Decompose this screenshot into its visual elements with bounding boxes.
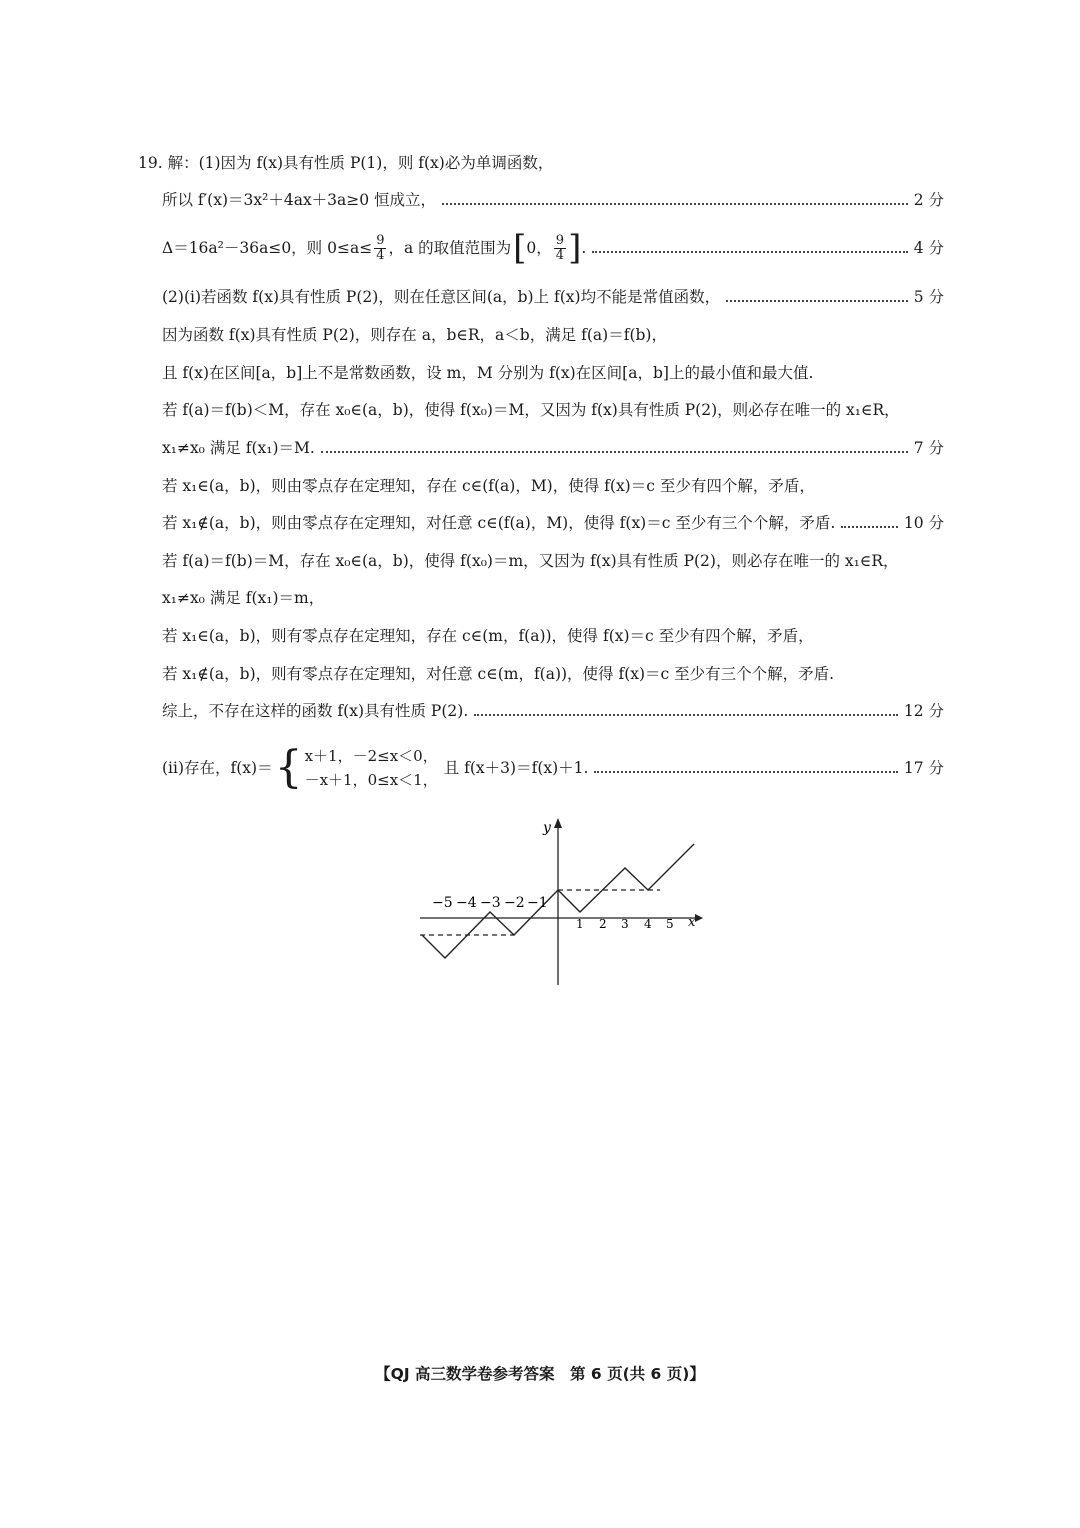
- left-bracket: [: [513, 228, 527, 268]
- case-2: －x＋1，0≤x＜1，: [304, 771, 438, 789]
- interval-fraction: [554, 234, 566, 263]
- leader-dots: [442, 201, 908, 205]
- case-1: x＋1，－2≤x＜0，: [304, 747, 438, 765]
- piecewise-function: [273, 744, 438, 792]
- score-label: 4 分: [913, 239, 944, 257]
- line-x1-notin-ab-1: [162, 512, 944, 534]
- page-footer: 【QJ 高三数学卷参考答案 第 6 页(共 6 页)】: [375, 1365, 705, 1383]
- tick-label-neg4: −4: [456, 895, 477, 911]
- line-19-intro: [138, 152, 944, 174]
- line-min-max: [162, 362, 944, 384]
- score-label: 10 分: [903, 514, 944, 532]
- line-text: (2)(ⅰ)若函数 f(x)具有性质 P(2)，则在任意区间(a，b)上 f(x)均不能是常值函数，: [162, 288, 721, 306]
- line-x1-in-ab-1: [162, 475, 944, 497]
- line-text-pre: Δ＝16a²－36a≤0，则 0≤a≤: [162, 239, 373, 257]
- y-axis-label: y: [543, 820, 551, 836]
- cases-list: [305, 744, 438, 792]
- x-axis-arrow-icon: [695, 914, 703, 922]
- line-text: 且 f(x)在区间[a，b]上不是常数函数，设 m，M 分别为 f(x)在区间[a，b]上的最小值和最大值.: [162, 364, 814, 382]
- fraction-denominator: 4: [376, 247, 385, 263]
- line-x1-m: [162, 587, 944, 609]
- fraction-denominator: 4: [555, 247, 565, 263]
- y-axis-arrow-icon: [554, 818, 562, 828]
- line-text-post: .: [581, 239, 587, 257]
- line-part2-ii: [162, 740, 944, 796]
- line-x1-M: [162, 437, 944, 459]
- leader-dots: [594, 769, 897, 773]
- line-text: x₁≠x₀ 满足 f(x₁)＝m，: [162, 589, 325, 607]
- tick-label-neg5: −5: [432, 895, 453, 911]
- interval-left: 0，: [526, 239, 552, 257]
- line-case-less-M: [162, 399, 944, 421]
- line-text-mid: ，a 的取值范围为: [388, 239, 512, 257]
- line-text: 若 f(a)＝f(b)＜M，存在 x₀∈(a，b)，使得 f(x₀)＝M，又因为 f(x)具有性质 P(2)，则必存在唯一的 x₁∈R，: [162, 401, 900, 419]
- score-label: 5 分: [913, 288, 944, 306]
- right-bracket: ]: [568, 228, 582, 268]
- line-text-pre: (ⅱ)存在，f(x)＝: [162, 759, 273, 777]
- fraction-numerator: 9: [376, 232, 385, 248]
- line-text: 综上，不存在这样的函数 f(x)具有性质 P(2).: [162, 702, 469, 720]
- tick-label-5: 5: [666, 917, 674, 931]
- line-conclusion: [162, 700, 944, 722]
- line-text: 若 x₁∉(a，b)，则由零点存在定理知，对任意 c∈(f(a)，M)，使得 f(x)＝c 至少有三个个解，矛盾.: [162, 514, 836, 532]
- line-derivative: [162, 189, 944, 211]
- leader-dots: [321, 449, 908, 453]
- x-axis-label: x: [688, 915, 696, 930]
- tick-label-4: 4: [644, 917, 652, 931]
- score-label: 17 分: [903, 759, 944, 777]
- left-brace: {: [274, 742, 303, 793]
- tick-label-1: 1: [576, 917, 584, 931]
- line-discriminant: [162, 228, 944, 268]
- tick-label-neg1: −1: [527, 895, 548, 911]
- score-label: 2 分: [913, 191, 944, 209]
- score-label: 12 分: [903, 702, 944, 720]
- line-exist-ab: [162, 324, 944, 346]
- leader-dots: [841, 524, 898, 528]
- tick-label-2: 2: [599, 917, 607, 931]
- line-text: 因为函数 f(x)具有性质 P(2)，则存在 a，b∈R，a＜b，满足 f(a)＝f(b)，: [162, 326, 667, 344]
- line-text: 所以 f′(x)＝3x²＋4ax＋3a≥0 恒成立，: [162, 191, 437, 209]
- line-x1-notin-ab-2: [162, 663, 944, 685]
- line-case-equal-M: [162, 550, 944, 572]
- tick-label-neg2: −2: [504, 895, 525, 911]
- line-x1-in-ab-2: [162, 625, 944, 647]
- line-part2-i: [162, 286, 944, 308]
- line-text: 19. 解：(1)因为 f(x)具有性质 P(1)，则 f(x)必为单调函数，: [138, 154, 554, 172]
- score-label: 7 分: [913, 439, 944, 457]
- leader-dots: [474, 712, 898, 716]
- leader-dots: [592, 249, 907, 253]
- tick-label-neg3: −3: [480, 895, 501, 911]
- fraction-numerator: 9: [555, 232, 565, 248]
- interval-expression: [513, 228, 582, 268]
- tick-label-3: 3: [621, 917, 629, 931]
- line-text: 若 x₁∉(a，b)，则有零点存在定理知，对任意 c∈(m，f(a))，使得 f(x)＝c 至少有三个个解，矛盾.: [162, 665, 835, 683]
- line-text: 若 x₁∈(a，b)，则由零点存在定理知，存在 c∈(f(a)，M)，使得 f(x)＝c 至少有四个解，矛盾，: [162, 477, 815, 495]
- leader-dots: [726, 298, 908, 302]
- line-text: 若 f(a)＝f(b)＝M，存在 x₀∈(a，b)，使得 f(x₀)＝m，又因为 f(x)具有性质 P(2)，则必存在唯一的 x₁∈R，: [162, 552, 899, 570]
- fraction-nine-fourths: [374, 234, 386, 263]
- function-graph: [410, 810, 710, 990]
- line-text: 若 x₁∈(a，b)，则有零点存在定理知，存在 c∈(m，f(a))，使得 f(x)＝c 至少有四个解，矛盾，: [162, 627, 814, 645]
- line-text-post: 且 f(x＋3)＝f(x)＋1.: [443, 759, 589, 777]
- line-text: x₁≠x₀ 满足 f(x₁)＝M.: [162, 439, 315, 457]
